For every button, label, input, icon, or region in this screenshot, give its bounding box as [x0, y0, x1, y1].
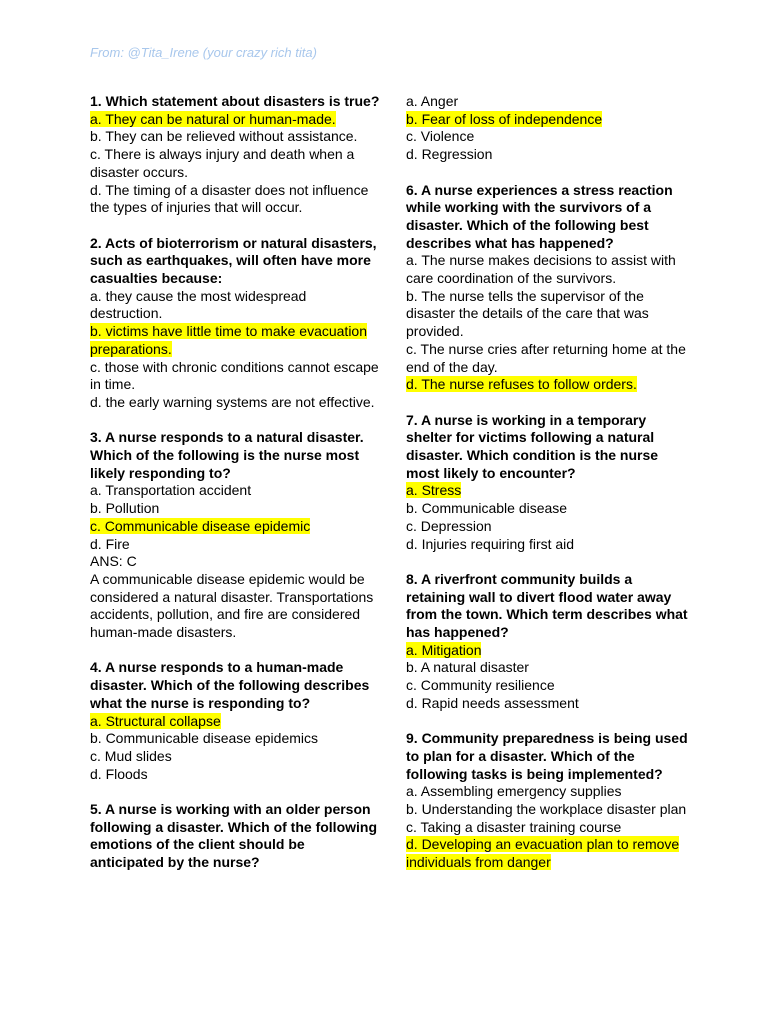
question-5-options	[406, 93, 691, 164]
question-5-option-d: d. Regression	[406, 146, 493, 163]
question-6-option-d: d. The nurse refuses to follow orders.	[406, 376, 637, 393]
question-3-answer-highlighted	[90, 518, 380, 536]
right-column	[406, 93, 691, 890]
question-6	[406, 182, 691, 394]
question-3	[90, 429, 380, 641]
left-column	[90, 93, 380, 890]
header-attribution: From: @Tita_Irene (your crazy rich tita)	[90, 45, 317, 60]
question-6-answer-highlighted	[406, 376, 691, 394]
question-7-option-a: a. Stress	[406, 482, 462, 499]
question-5-text: 5. A nurse is working with an older person following a disaster. Which of the following emotions of the client should be anticipated by the nurse?	[90, 801, 377, 871]
question-4	[90, 659, 380, 783]
question-5-option-a: a. Anger	[406, 93, 459, 109]
question-9-option-c: c. Taking a disaster training course	[406, 818, 622, 835]
question-3-option-a: a. Transportation accident	[90, 482, 252, 499]
question-1-text: 1. Which statement about disasters is true?	[90, 93, 380, 109]
question-4-text: 4. A nurse responds to a human-made disaster. Which of the following describes what the nurse is responding to?	[90, 659, 370, 711]
question-4-option-a: a. Structural collapse	[90, 712, 221, 729]
question-3-option-c: c. Communicable disease epidemic	[90, 517, 311, 534]
question-2-option-d: d. the early warning systems are not effective.	[90, 393, 375, 410]
question-7	[406, 412, 691, 554]
question-7-text: 7. A nurse is working in a temporary shelter for victims following a natural disaster. Which condition is the nurse most likely to encounter?	[406, 411, 659, 481]
question-7-answer-highlighted	[406, 482, 691, 500]
question-3-text: 3. A nurse responds to a natural disaster. Which of the following is the nurse most likely responding to?	[90, 429, 364, 481]
question-6-option-c: c. The nurse cries after returning home at the end of the day.	[406, 340, 686, 375]
question-1-answer-highlighted	[90, 111, 380, 129]
question-6-option-b: b. The nurse tells the supervisor of the disaster the details of the care that was provided.	[406, 287, 649, 340]
question-8-answer-highlighted	[406, 642, 691, 660]
question-4-answer-highlighted	[90, 713, 380, 731]
question-3-answer-key: ANS: C	[90, 553, 137, 570]
question-2-option-c: c. those with chronic conditions cannot escape in time.	[90, 358, 379, 393]
question-9-option-b: b. Understanding the workplace disaster plan	[406, 801, 687, 818]
question-7-option-c: c. Depression	[406, 517, 492, 534]
question-2-option-a: a. they cause the most widespread destruction.	[90, 287, 307, 322]
question-7-option-d: d. Injuries requiring first aid	[406, 535, 575, 552]
question-9-answer-highlighted	[406, 836, 691, 871]
question-3-option-b: b. Pollution	[90, 500, 160, 517]
question-3-option-d: d. Fire	[90, 535, 130, 552]
question-1-option-c: c. There is always injury and death when a disaster occurs.	[90, 146, 355, 180]
question-9-option-d: d. Developing an evacuation plan to remove individuals from danger	[406, 836, 680, 871]
question-6-option-a: a. The nurse makes decisions to assist with care coordination of the survivors.	[406, 252, 676, 287]
question-8-option-b: b. A natural disaster	[406, 659, 529, 676]
question-5-answer-highlighted	[406, 111, 691, 129]
question-9-option-a: a. Assembling emergency supplies	[406, 783, 622, 800]
question-9-text: 9. Community preparedness is being used to plan for a disaster. Which of the following tasks is being implemented?	[406, 730, 688, 782]
question-4-option-b: b. Communicable disease epidemics	[90, 730, 318, 747]
question-8-text: 8. A riverfront community builds a retaining wall to divert flood water away from the town. Which term describes what has happened?	[406, 570, 688, 641]
question-7-option-b: b. Communicable disease	[406, 500, 568, 517]
question-2-text: 2. Acts of bioterrorism or natural disasters, such as earthquakes, will often have more casualties because:	[90, 234, 377, 287]
question-9	[406, 730, 691, 872]
question-5-option-c: c. Violence	[406, 128, 475, 145]
question-6-text: 6. A nurse experiences a stress reaction while working with the survivors of a disaster. Which of the following best describes what has happened?	[406, 181, 673, 251]
question-5-option-b: b. Fear of loss of independence	[406, 110, 603, 127]
question-5-stem	[90, 801, 380, 872]
question-1-option-b: b. They can be relieved without assistance.	[90, 128, 358, 145]
question-8-option-c: c. Community resilience	[406, 677, 555, 694]
question-2	[90, 235, 380, 412]
question-2-option-b: b. victims have little time to make evacuation preparations.	[90, 323, 368, 357]
question-1	[90, 93, 380, 217]
question-2-answer-highlighted	[90, 323, 380, 358]
question-4-option-d: d. Floods	[90, 765, 148, 782]
question-4-option-c: c. Mud slides	[90, 747, 172, 764]
question-1-option-a: a. They can be natural or human-made.	[90, 110, 336, 127]
question-8	[406, 571, 691, 713]
question-3-rationale: A communicable disease epidemic would be considered a natural disaster. Transportations accidents, pollution, and fire are considered human-made disasters.	[90, 570, 374, 641]
question-1-option-d: d. The timing of a disaster does not influence the types of injuries that will occur.	[90, 181, 369, 216]
question-8-option-a: a. Mitigation	[406, 641, 482, 658]
question-8-option-d: d. Rapid needs assessment	[406, 694, 579, 711]
